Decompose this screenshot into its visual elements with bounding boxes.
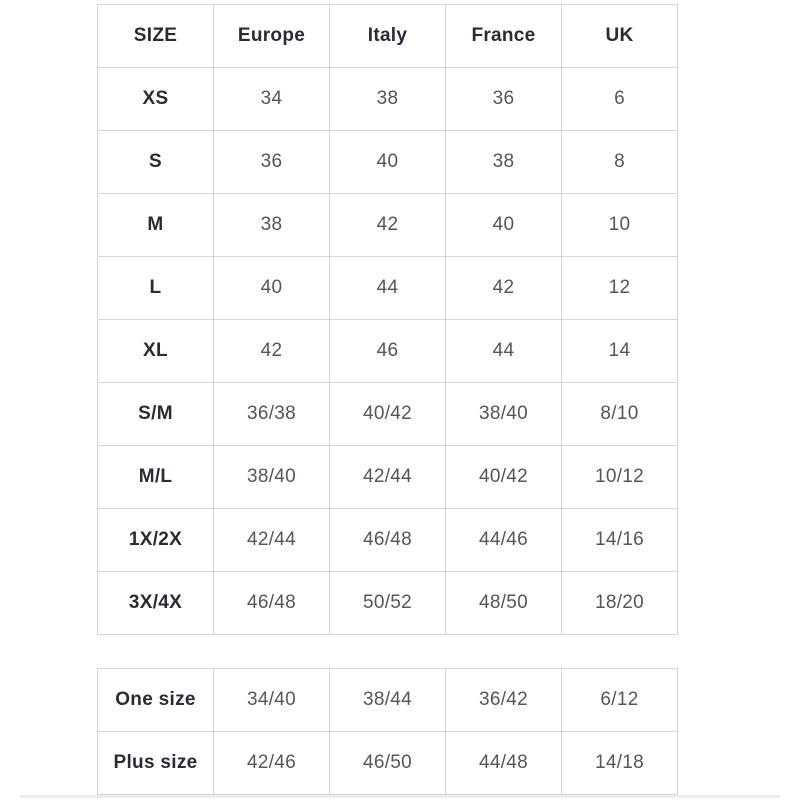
cell-italy: 40/42 — [330, 383, 446, 446]
cell-italy: 40 — [330, 131, 446, 194]
cell-france: 36/42 — [446, 669, 562, 732]
row-label: 3X/4X — [98, 572, 214, 635]
cell-france: 38/40 — [446, 383, 562, 446]
cell-europe: 42/46 — [214, 732, 330, 795]
cell-italy: 38 — [330, 68, 446, 131]
row-label: XS — [98, 68, 214, 131]
cell-italy: 46/48 — [330, 509, 446, 572]
cell-italy: 50/52 — [330, 572, 446, 635]
cell-uk: 12 — [562, 257, 678, 320]
special-sizes-section — [97, 668, 677, 795]
special-sizes-table — [97, 668, 678, 795]
cell-uk: 10 — [562, 194, 678, 257]
cell-france: 44/48 — [446, 732, 562, 795]
row-label: M/L — [98, 446, 214, 509]
cell-europe: 46/48 — [214, 572, 330, 635]
row-label: 1X/2X — [98, 509, 214, 572]
table-row-1x-2x — [98, 509, 678, 572]
row-label: M — [98, 194, 214, 257]
header-cell-size: SIZE — [98, 5, 214, 68]
cell-europe: 38 — [214, 194, 330, 257]
cell-france: 40 — [446, 194, 562, 257]
cell-italy: 42 — [330, 194, 446, 257]
table-row-l — [98, 257, 678, 320]
table-row-m-l — [98, 446, 678, 509]
cell-uk: 8/10 — [562, 383, 678, 446]
size-conversion-table — [97, 4, 678, 635]
cell-uk: 10/12 — [562, 446, 678, 509]
cutoff-element-edge — [20, 795, 780, 798]
cell-italy: 46/50 — [330, 732, 446, 795]
header-cell-uk: UK — [562, 5, 678, 68]
cell-uk: 6/12 — [562, 669, 678, 732]
table-row-m — [98, 194, 678, 257]
cell-europe: 34 — [214, 68, 330, 131]
table-row-plus-size — [98, 732, 678, 795]
header-cell-italy: Italy — [330, 5, 446, 68]
cell-europe: 34/40 — [214, 669, 330, 732]
row-label: S/M — [98, 383, 214, 446]
cell-uk: 6 — [562, 68, 678, 131]
cell-uk: 14 — [562, 320, 678, 383]
table-row-xs — [98, 68, 678, 131]
table-row-s-m — [98, 383, 678, 446]
cell-france: 40/42 — [446, 446, 562, 509]
cell-france: 36 — [446, 68, 562, 131]
cell-europe: 42 — [214, 320, 330, 383]
row-label: XL — [98, 320, 214, 383]
cell-france: 42 — [446, 257, 562, 320]
cell-france: 44 — [446, 320, 562, 383]
cell-europe: 36 — [214, 131, 330, 194]
table-row-3x-4x — [98, 572, 678, 635]
table-row-s — [98, 131, 678, 194]
cell-italy: 44 — [330, 257, 446, 320]
cell-europe: 40 — [214, 257, 330, 320]
cell-france: 44/46 — [446, 509, 562, 572]
row-label: L — [98, 257, 214, 320]
cell-uk: 8 — [562, 131, 678, 194]
row-label: S — [98, 131, 214, 194]
cell-europe: 36/38 — [214, 383, 330, 446]
cell-italy: 42/44 — [330, 446, 446, 509]
cell-france: 48/50 — [446, 572, 562, 635]
cell-europe: 42/44 — [214, 509, 330, 572]
table-header-row — [98, 5, 678, 68]
header-cell-europe: Europe — [214, 5, 330, 68]
size-conversion-section — [97, 4, 677, 795]
cell-italy: 46 — [330, 320, 446, 383]
cell-europe: 38/40 — [214, 446, 330, 509]
cell-france: 38 — [446, 131, 562, 194]
table-row-one-size — [98, 669, 678, 732]
header-cell-france: France — [446, 5, 562, 68]
table-row-xl — [98, 320, 678, 383]
row-label: One size — [98, 669, 214, 732]
cell-uk: 14/16 — [562, 509, 678, 572]
cell-uk: 18/20 — [562, 572, 678, 635]
cell-uk: 14/18 — [562, 732, 678, 795]
row-label: Plus size — [98, 732, 214, 795]
cell-italy: 38/44 — [330, 669, 446, 732]
